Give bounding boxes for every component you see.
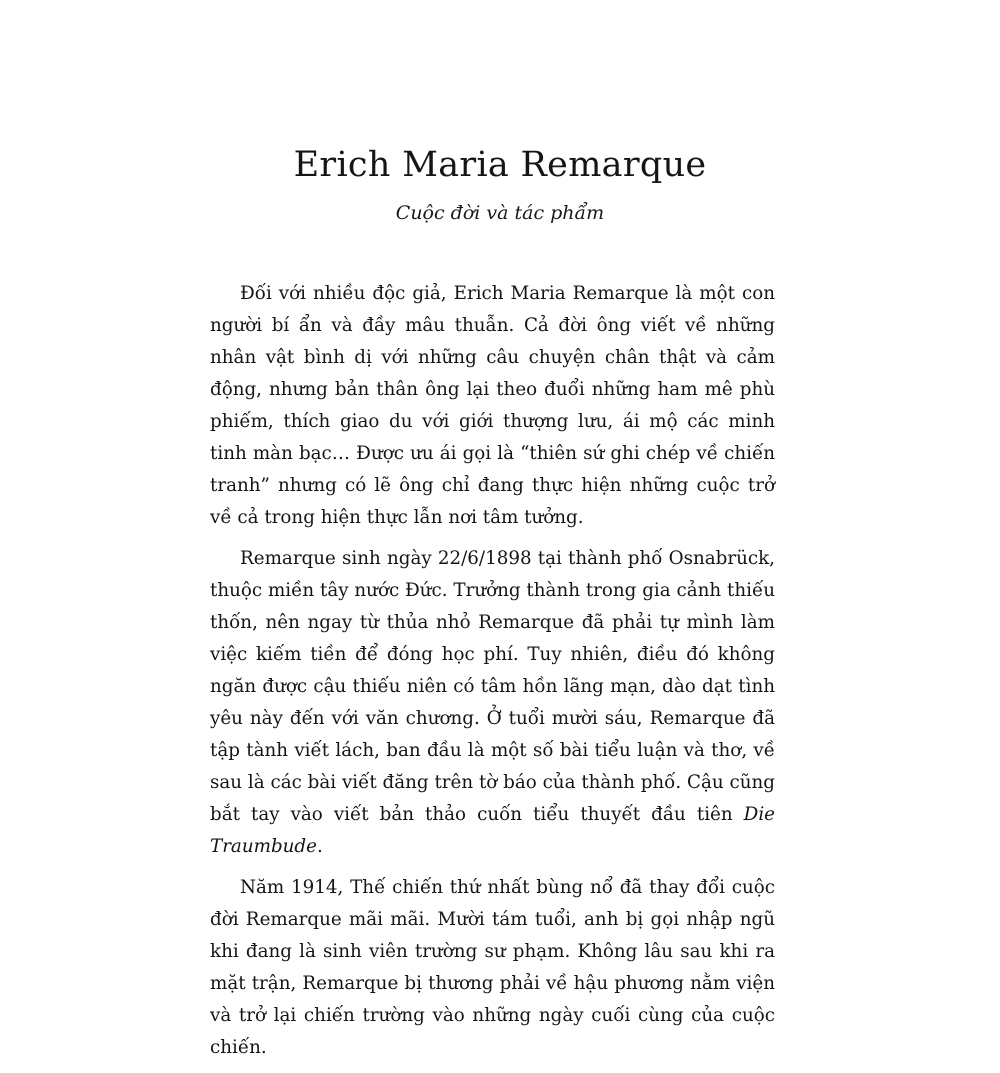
paragraph-3-text: Năm 1914, Thế chiến thứ nhất bùng nổ đã thay đổi cuộc đời Remarque mãi mãi. Mười tám tuổi, anh bị gọi nhập ngũ khi đang là sinh viên trường sư phạm. Không lâu sau khi ra mặt trận, Remarque bị thương phải về hậu phương nằm viện và trở lại chiến trường vào những ngày cuối cùng của cuộc chiến. bbox=[210, 877, 775, 1058]
paragraph-1-text: Đối với nhiều độc giả, Erich Maria Remarque là một con người bí ẩn và đầy mâu thuẫn. Cả đời ông viết về những nhân vật bình dị với những câu chuyện chân thật và cảm động, nhưng bản thân ông lại theo đuổi những ham mê phù phiếm, thích giao du với giới thượng lưu, ái mộ các minh tinh màn bạc… Được ưu ái gọi là “thiên sứ ghi chép về chiến tranh” nhưng có lẽ ông chỉ đang thực hiện những cuộc trở về cả trong hiện thực lẫn nơi tâm tưởng. bbox=[210, 283, 775, 528]
page-subtitle: Cuộc đời và tác phẩm bbox=[395, 202, 605, 224]
paragraph-3 bbox=[210, 872, 775, 1064]
novel-title: Die Traumbude bbox=[210, 804, 775, 857]
paragraph-1 bbox=[210, 278, 775, 534]
page-title: Erich Maria Remarque bbox=[293, 145, 707, 185]
paragraph-2 bbox=[210, 543, 775, 863]
paragraph-2-end: . bbox=[316, 836, 323, 857]
paragraph-2-text: Remarque sinh ngày 22/6/1898 tại thành phố Osnabrück, thuộc miền tây nước Đức. Trưởng thành trong gia cảnh thiếu thốn, nên ngay từ thủa nhỏ Remarque đã phải tự mình làm việc kiếm tiền để đóng học phí. Tuy nhiên, điều đó không ngăn được cậu thiếu niên có tâm hồn lãng mạn, dào dạt tình yêu này đến với văn chương. Ở tuổi mười sáu, Remarque đã tập tành viết lách, ban đầu là một số bài tiểu luận và thơ, về sau là các bài viết đăng trên tờ báo của thành phố. Cậu cũng bắt tay vào viết bản thảo cuốn tiểu thuyết đầu tiên bbox=[210, 548, 775, 825]
body-text bbox=[210, 278, 775, 1073]
